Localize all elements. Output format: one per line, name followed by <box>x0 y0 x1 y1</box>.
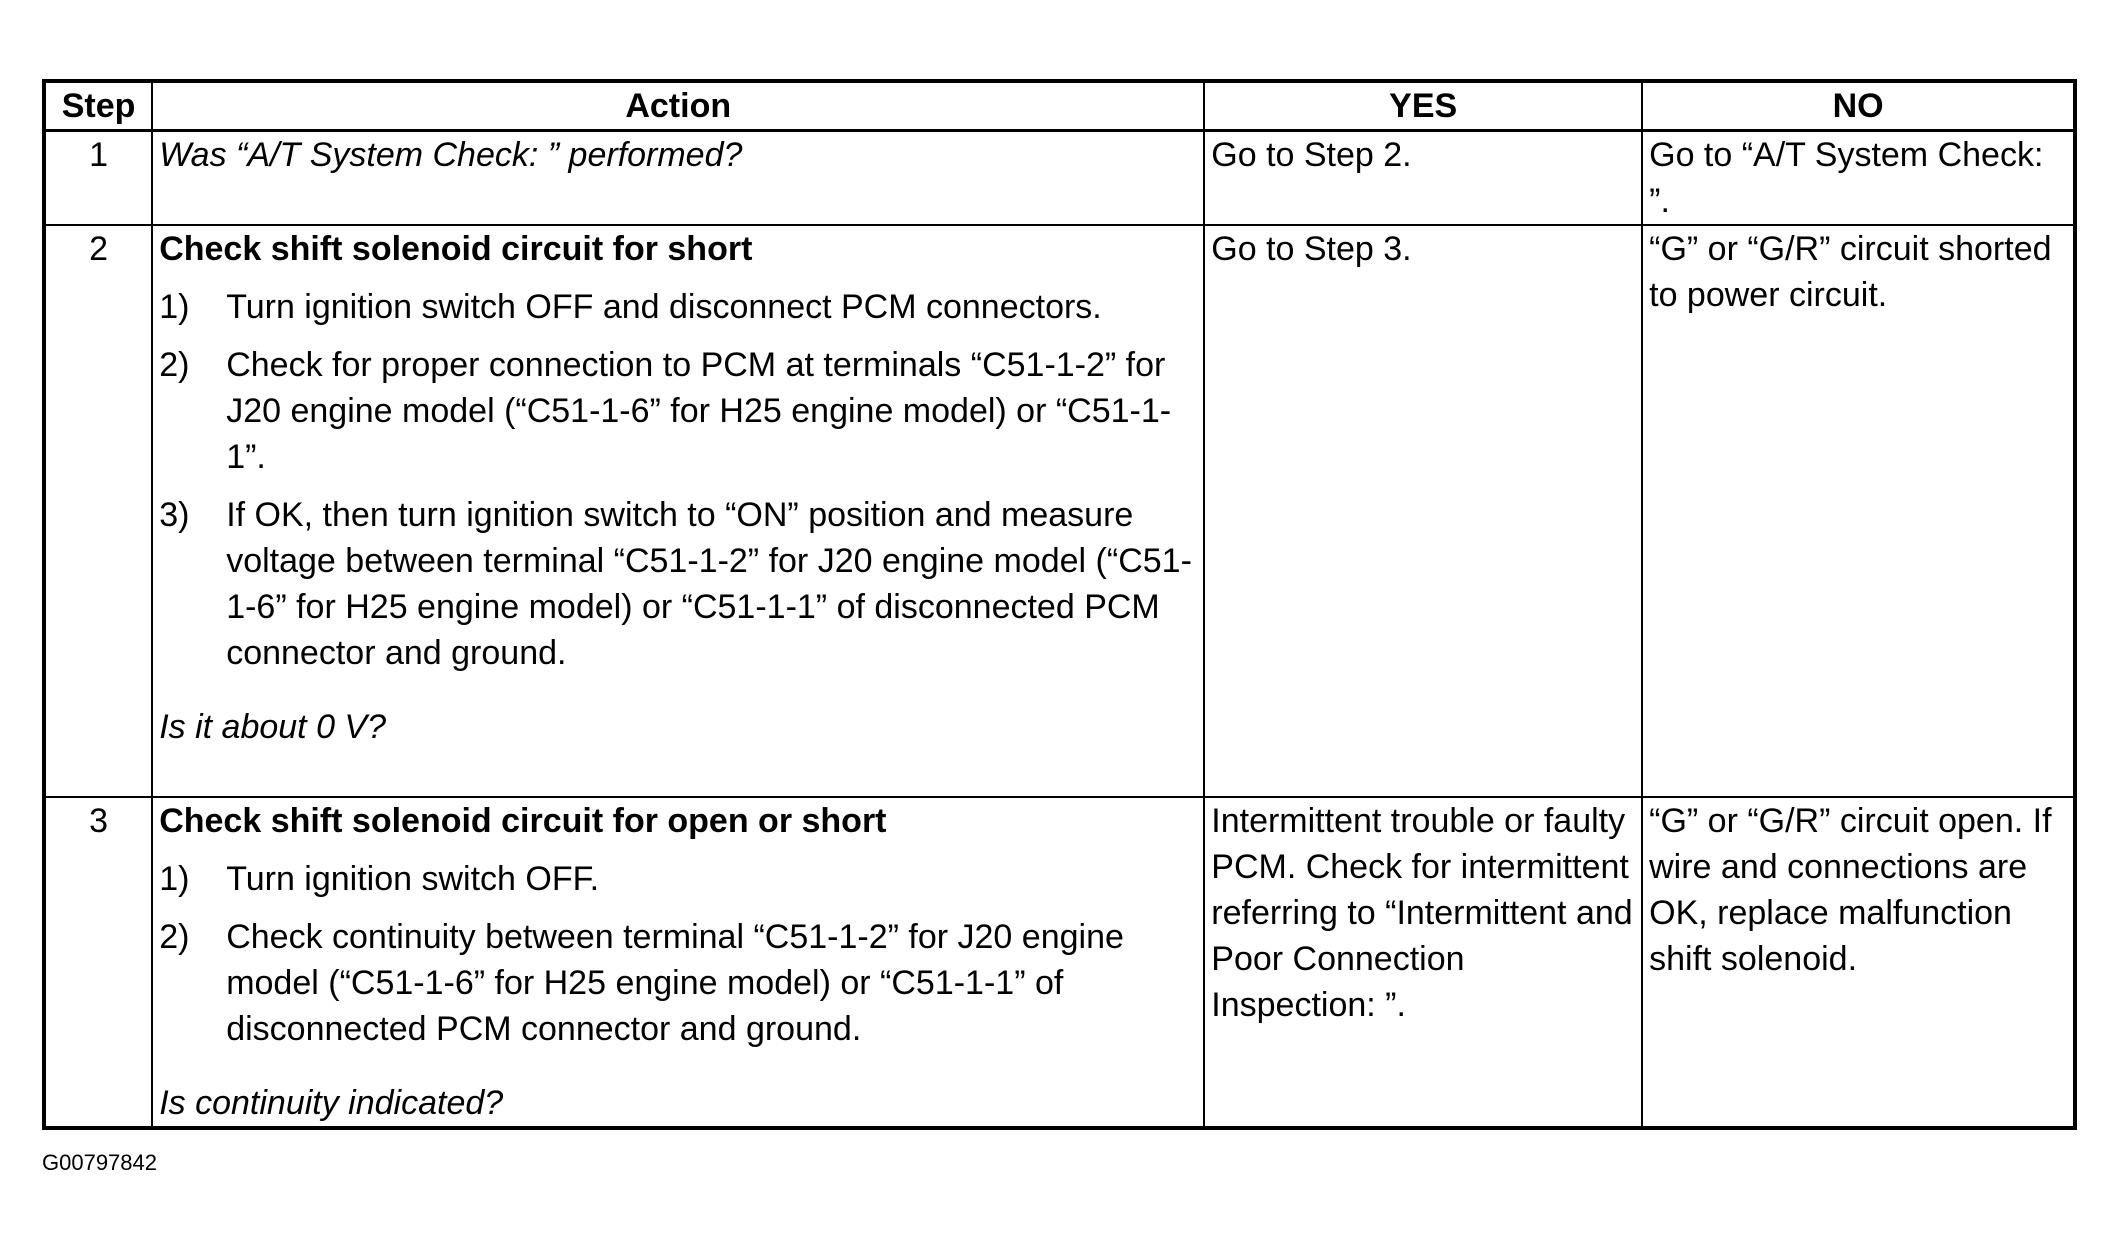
list-item <box>159 492 1197 676</box>
table-row <box>44 225 2075 797</box>
list-item-number: 3) <box>159 496 190 534</box>
action-question: Is it about 0 V? <box>159 708 387 746</box>
list-item-text: Check continuity between terminal “C51-1-2” for J20 engine model (“C51-1-6” for H25 engine model) or “C51-1-1” of disconnected PCM connector and ground. <box>226 918 1124 1048</box>
list-item <box>159 856 1197 902</box>
list-item-text: Turn ignition switch OFF and disconnect PCM connectors. <box>226 288 1102 326</box>
list-item-number: 2) <box>159 346 190 384</box>
header-step: Step <box>44 81 152 131</box>
list-item-number: 1) <box>159 860 190 898</box>
action-cell <box>152 131 1204 226</box>
action-cell <box>152 797 1204 1128</box>
list-item-number: 2) <box>159 918 190 956</box>
header-yes: YES <box>1204 81 1642 131</box>
figure-id: G00797842 <box>42 1150 157 1175</box>
yes-cell: Go to Step 3. <box>1204 225 1642 797</box>
action-cell <box>152 225 1204 797</box>
list-item <box>159 342 1197 480</box>
action-title: Check shift solenoid circuit for open or short <box>159 802 887 840</box>
list-item-text: Check for proper connection to PCM at terminals “C51-1-2” for J20 engine model (“C51-1-6” for H25 engine model) or “C51-1-1”. <box>226 346 1172 476</box>
table-row <box>44 131 2075 226</box>
no-cell: “G” or “G/R” circuit open. If wire and connections are OK, replace malfunction shift solenoid. <box>1642 797 2075 1128</box>
step-number: 2 <box>44 225 152 797</box>
yes-cell: Intermittent trouble or faulty PCM. Check for intermittent referring to “Intermittent and Poor Connection Inspection: ”. <box>1204 797 1642 1128</box>
list-item-text: Turn ignition switch OFF. <box>226 860 600 898</box>
step-number: 3 <box>44 797 152 1128</box>
action-question: Is continuity indicated? <box>159 1084 504 1122</box>
list-item <box>159 914 1197 1052</box>
action-question: Was “A/T System Check: ” performed? <box>159 136 743 174</box>
no-cell: “G” or “G/R” circuit shorted to power circuit. <box>1642 225 2075 797</box>
step-number: 1 <box>44 131 152 226</box>
list-item-text: If OK, then turn ignition switch to “ON” position and measure voltage between terminal “C51-1-2” for J20 engine model (“C51-1-6” for H25 engine model) or “C51-1-1” of disconnected PCM connector and ground. <box>226 496 1192 672</box>
table-header-row <box>44 81 2075 131</box>
list-item-number: 1) <box>159 288 190 326</box>
action-steps-list <box>159 856 1197 1052</box>
diagnostic-table <box>42 79 2077 1130</box>
yes-cell: Go to Step 2. <box>1204 131 1642 226</box>
table-row <box>44 797 2075 1128</box>
header-no: NO <box>1642 81 2075 131</box>
action-title: Check shift solenoid circuit for short <box>159 230 753 268</box>
action-steps-list <box>159 284 1197 676</box>
list-item <box>159 284 1197 330</box>
no-cell: Go to “A/T System Check: ”. <box>1642 131 2075 226</box>
header-action: Action <box>152 81 1204 131</box>
